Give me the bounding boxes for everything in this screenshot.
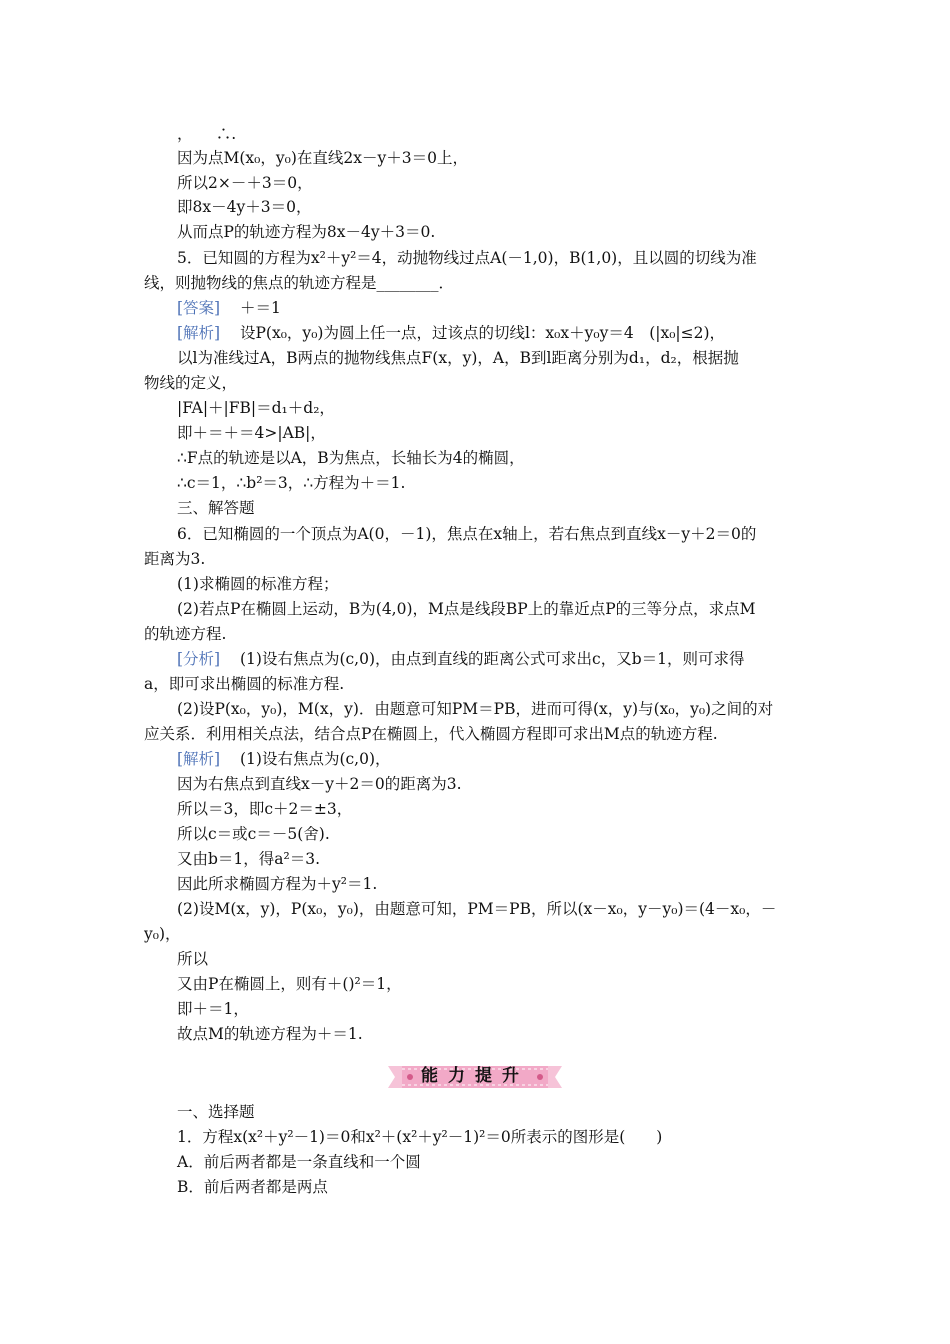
answer-tag: [答案] <box>177 299 221 317</box>
line-substitute: 所以2×－＋3＝0， <box>177 174 313 192</box>
analysis-6-line-8: y₀)， <box>144 925 181 943</box>
option-b: B．前后两者都是两点 <box>177 1178 328 1196</box>
question-6-part-2-line-1: (2)若点P在椭圆上运动，B为(4,0)，M点是线段BP上的靠近点P的三等分点，求点M <box>177 600 756 618</box>
analysis-6-line-3: 所以＝3，即c＋2＝±3， <box>177 800 353 818</box>
section-heading-1: 一、选择题 <box>177 1103 255 1121</box>
banner-title: 能力提升 <box>421 1066 529 1086</box>
analysis-5-line-2: 以l为准线过A，B两点的抛物线焦点F(x，y)，A，B到l距离分别为d₁，d₂，根据抛 <box>177 349 739 367</box>
analysis-6-tag: [解析] <box>177 750 221 768</box>
fenxi-tag: [分析] <box>177 650 221 668</box>
line-therefore: ， ∴. <box>177 125 237 143</box>
analysis-5-line-7: ∴c＝1，∴b²＝3，∴方程为＋＝1. <box>177 474 406 492</box>
analysis-6-line-5: 又由b＝1，得a²＝3. <box>177 850 321 868</box>
analysis-tag: [解析] <box>177 324 221 342</box>
fenxi-line-4: 应关系．利用相关点法，结合点P在椭圆上，代入椭圆方程即可求出M点的轨迹方程. <box>144 725 718 743</box>
analysis-5-line-4: |FA|＋|FB|＝d₁＋d₂， <box>177 399 335 417</box>
analysis-6-line-10: 又由P在椭圆上，则有＋()²＝1， <box>177 975 402 993</box>
line-simplified: 即8x－4y＋3＝0， <box>177 198 312 216</box>
analysis-6-line-4: 所以c＝或c＝－5(舍). <box>177 825 330 843</box>
analysis-6-line-12: 故点M的轨迹方程为＋＝1. <box>177 1025 363 1043</box>
option-a: A．前后两者都是一条直线和一个圆 <box>177 1153 421 1171</box>
analysis-5-line-6: ∴F点的轨迹是以A，B为焦点，长轴长为4的椭圆， <box>177 449 525 467</box>
question-5-line-1: 5．已知圆的方程为x²＋y²＝4，动抛物线过点A(－1,0)，B(1,0)，且以圆的切线为准 <box>177 249 757 267</box>
analysis-6-line-6: 因此所求椭圆方程为＋y²＝1. <box>177 875 378 893</box>
line-locus-p: 从而点P的轨迹方程为8x－4y＋3＝0. <box>177 223 436 241</box>
analysis-6-line-9: 所以 <box>177 950 209 968</box>
question-6-part-2-line-2: 的轨迹方程. <box>144 625 227 643</box>
line-point-m-on-line: 因为点M(x₀，y₀)在直线2x－y＋3＝0上， <box>177 149 468 167</box>
answer-5: ＋＝1 <box>240 299 281 317</box>
question-6-line-1: 6．已知椭圆的一个顶点为A(0，－1)，焦点在x轴上，若右焦点到直线x－y＋2＝0的 <box>177 525 757 543</box>
analysis-6-line-1: (1)设右焦点为(c,0)， <box>240 750 391 768</box>
analysis-5-line-3: 物线的定义， <box>144 374 238 392</box>
fenxi-line-3: (2)设P(x₀，y₀)，M(x，y)．由题意可知PM＝PB，进而可得(x，y)与(x₀，y₀)之间的对 <box>177 700 774 718</box>
fenxi-line-1: (1)设右焦点为(c,0)，由点到直线的距离公式可求出c，又b＝1，则可求得 <box>240 650 745 668</box>
section-heading-3: 三、解答题 <box>177 499 255 517</box>
analysis-6-line-11: 即＋＝1， <box>177 1000 249 1018</box>
fenxi-line-2: a，即可求出椭圆的标准方程. <box>144 675 345 693</box>
question-1: 1．方程x(x²＋y²－1)＝0和x²＋(x²＋y²－1)²＝0所表示的图形是( ) <box>177 1128 663 1146</box>
analysis-5-line-5: 即＋＝＋＝4>|AB|， <box>177 424 326 442</box>
analysis-6-line-7: (2)设M(x，y)，P(x₀，y₀)，由题意可知，PM＝PB，所以(x－x₀，y－y₀)＝(4－x₀，－ <box>177 900 777 918</box>
analysis-6-line-2: 因为右焦点到直线x－y＋2＝0的距离为3. <box>177 775 462 793</box>
question-5-line-2: 线，则抛物线的焦点的轨迹方程是________． <box>144 274 455 292</box>
analysis-5-line-1: 设P(x₀，y₀)为圆上任一点，过该点的切线l：x₀x＋y₀y＝4 (|x₀|≤2)， <box>240 324 726 342</box>
section-banner <box>388 1062 562 1092</box>
question-6-line-2: 距离为3. <box>144 550 206 568</box>
question-6-part-1: (1)求椭圆的标准方程； <box>177 575 339 593</box>
